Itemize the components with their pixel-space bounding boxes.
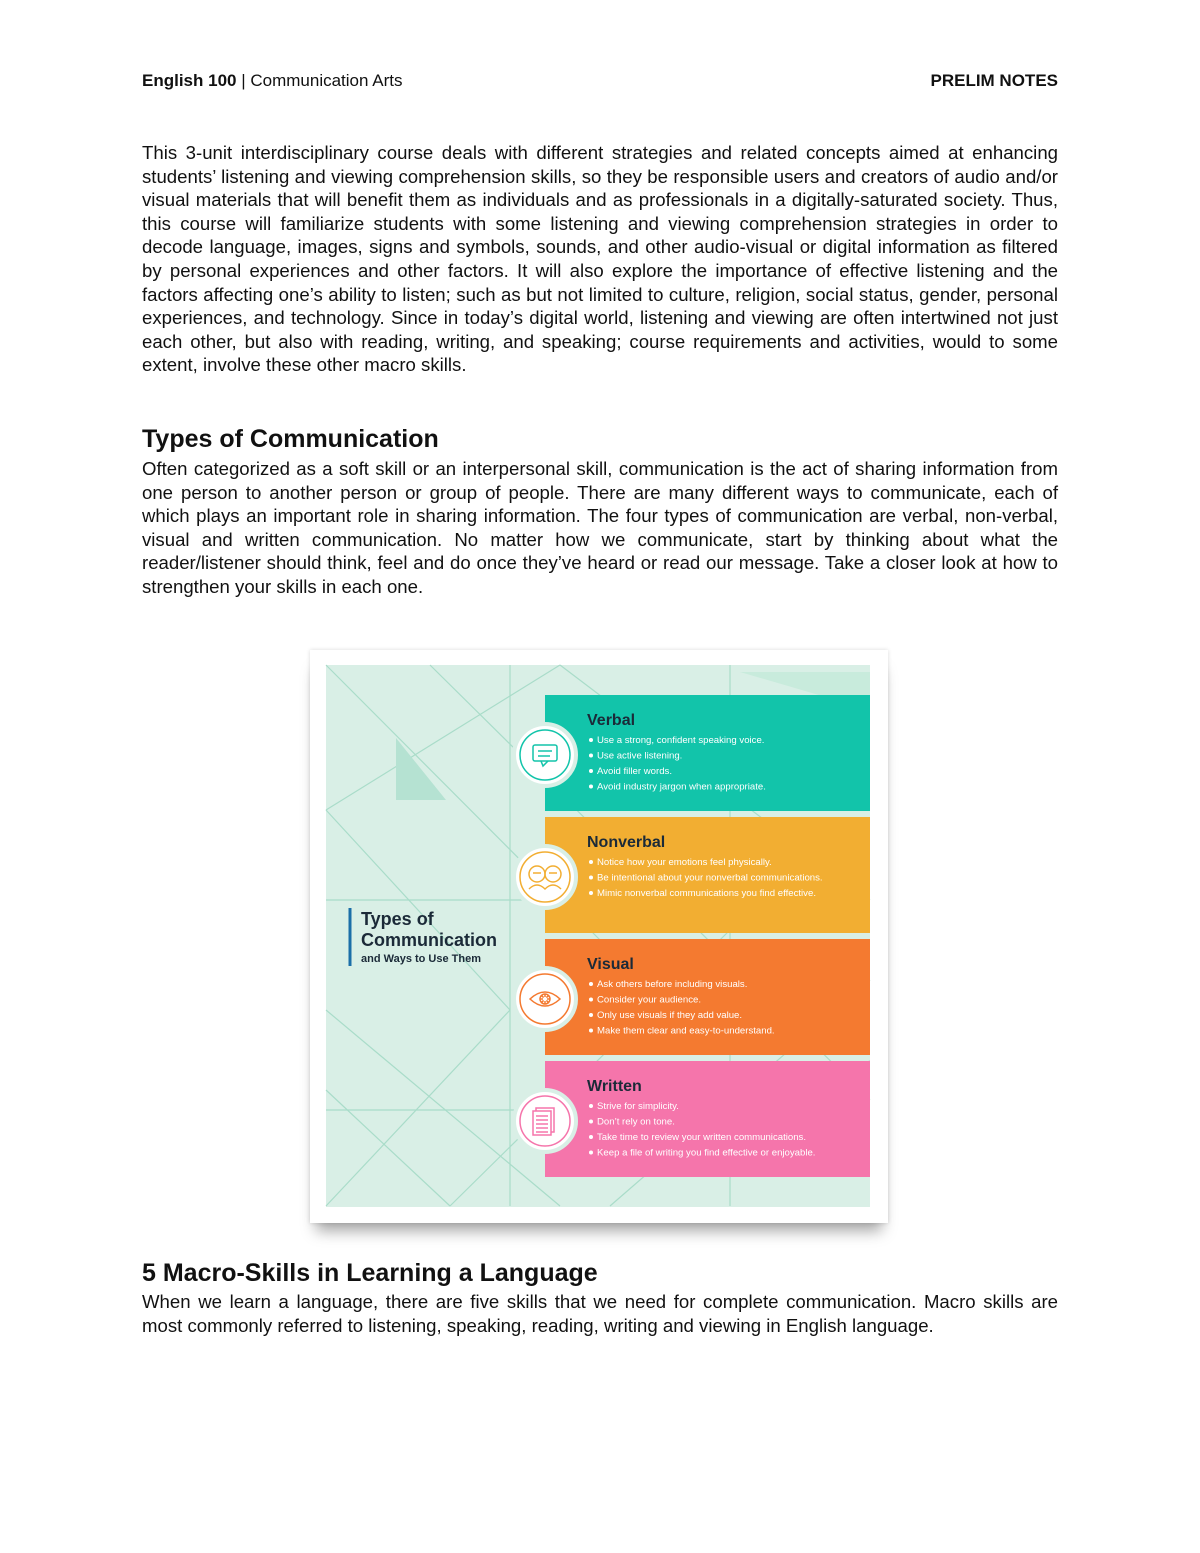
section-body-macro-skills: When we learn a language, there are five skills that we need for complete communication. Macro skills are most commonly referred to listening, speaking, reading, writing and viewing in English language.	[142, 1291, 1058, 1336]
panel-item: Take time to review your written communications.	[597, 1132, 807, 1143]
bullet-dot	[589, 769, 593, 773]
bullet-dot	[589, 1120, 593, 1124]
section-heading-types: Types of Communication	[142, 425, 439, 453]
panel-item: Don’t rely on tone.	[597, 1116, 675, 1128]
bullet-dot	[589, 891, 593, 895]
section-body-types: Often categorized as a soft skill or an interpersonal skill, communication is the act of sharing information from one person to another person or group of people. There are many different ways to communicate, each of which plays an important role in sharing information. The four types of communication are verbal, non-verbal, visual and written communication. No matter how we communicate, start by thinking about what the reader/listener should think, feel and do once they’ve heard or read our message. Take a closer look at how to strengthen your skills in each one.	[142, 458, 1058, 597]
bullet-dot	[589, 998, 593, 1002]
panel-item: Make them clear and easy-to-understand.	[597, 1025, 775, 1037]
panel-title: Nonverbal	[587, 834, 666, 851]
panel-item: Ask others before including visuals.	[597, 979, 748, 990]
panel-item: Use a strong, confident speaking voice.	[597, 735, 765, 746]
panel-visual	[514, 939, 870, 1055]
header-separator: |	[236, 71, 251, 90]
bullet-dot	[589, 1029, 593, 1033]
panel-title: Visual	[587, 956, 634, 973]
section-heading-macro-skills: 5 Macro-Skills in Learning a Language	[142, 1259, 598, 1287]
bullet-dot	[589, 982, 593, 986]
page-header	[142, 71, 1058, 95]
panel-item: Use active listening.	[597, 750, 683, 762]
intro-paragraph: This 3-unit interdisciplinary course deals with different strategies and related concepts aimed at enhancing students’ listening and viewing comprehension skills, so they be responsible users and creators of audio and/or visual materials that will benefit them as individuals and as professionals in a digitally-saturated society. Thus, this course will familiarize students with some listening and viewing comprehension strategies in order to decode language, images, signs and symbols, sounds, and other audio-visual or digital information as filtered by personal experiences and other factors. It will also explore the importance of effective listening and the factors affecting one’s ability to listen; such as but not limited to culture, religion, social status, gender, personal experiences, and technology. Since in today’s digital world, listening and viewing are often intertwined not just each other, but also with reading, writing, and speaking; course requirements and activities, would to some extent, involve these other macro skills.	[142, 142, 1058, 376]
panel-title: Written	[587, 1078, 642, 1095]
panel-item: Avoid industry jargon when appropriate.	[597, 781, 766, 793]
panel-item: Strive for simplicity.	[597, 1101, 679, 1112]
panel-written	[514, 1061, 870, 1177]
notes-label: PRELIM NOTES	[930, 71, 1058, 90]
infographic	[310, 650, 888, 1223]
course-name: Communication Arts	[250, 71, 403, 90]
panel-item: Consider your audience.	[597, 994, 701, 1006]
panel-item: Keep a file of writing you find effective or enjoyable.	[597, 1147, 816, 1159]
bullet-dot	[589, 860, 593, 864]
panel-item: Only use visuals if they add value.	[597, 1010, 743, 1021]
bullet-dot	[589, 738, 593, 742]
bullet-dot	[589, 876, 593, 880]
document-icon	[533, 1108, 554, 1135]
course-code: English 100	[142, 71, 237, 90]
bullet-dot	[589, 754, 593, 758]
infographic-title-line1: Types of	[361, 909, 434, 929]
panel-title: Verbal	[587, 712, 636, 729]
panel-verbal	[514, 695, 870, 811]
bullet-dot	[589, 1104, 593, 1108]
course-label	[142, 71, 402, 91]
panel-item: Avoid filler words.	[597, 766, 673, 777]
bullet-dot	[589, 1135, 593, 1139]
icon-ring	[514, 968, 576, 1030]
panel-item: Be intentional about your nonverbal communications.	[597, 872, 823, 884]
panel-item: Notice how your emotions feel physically.	[597, 857, 772, 868]
bullet-dot	[589, 1013, 593, 1017]
infographic-title-line2: Communication	[361, 930, 498, 950]
panel-item: Mimic nonverbal communications you find effective.	[597, 888, 816, 899]
icon-ring	[514, 724, 576, 786]
infographic-subtitle: and Ways to Use Them	[361, 953, 482, 965]
bullet-dot	[589, 1151, 593, 1155]
panel-nonverbal	[514, 817, 870, 933]
infographic-figure	[310, 650, 888, 1223]
bullet-dot	[589, 785, 593, 789]
